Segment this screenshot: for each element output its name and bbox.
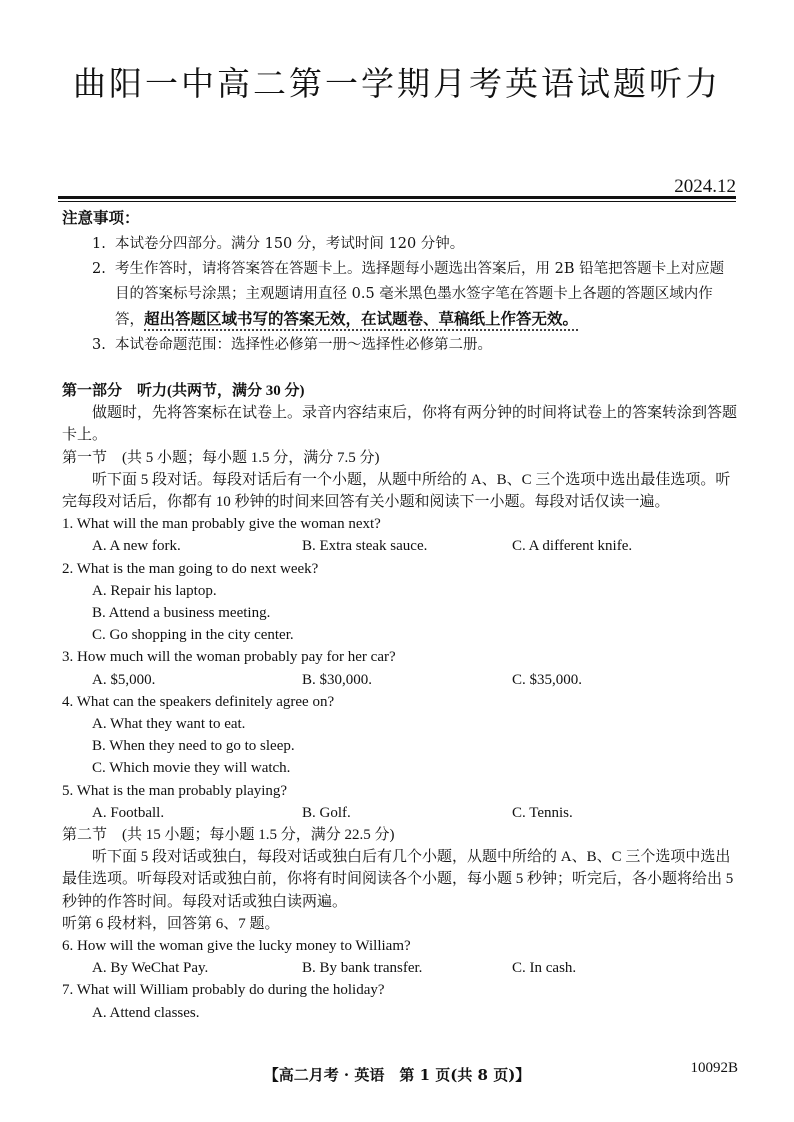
notice-text: 本试卷分四部分。满分 150 分，考试时间 120 分钟。 <box>115 236 465 252</box>
notice-num: 1. <box>92 236 106 252</box>
notice-emphasis: 超出答题区域书写的答案无效，在试题卷、草稿纸上作答无效。 <box>144 310 579 328</box>
header-rule <box>58 196 736 202</box>
option-c: C. Go shopping in the city center. <box>92 627 294 644</box>
question-5-options <box>62 802 740 824</box>
option-c: C. $35,000. <box>512 671 583 688</box>
option-c: C. Which movie they will watch. <box>92 760 291 777</box>
option-b: B. Extra steak sauce. <box>302 538 428 555</box>
material-6-heading: 听第 6 段材料，回答第 6、7 题。 <box>62 915 280 932</box>
question-1-options <box>62 535 740 557</box>
question-3-options <box>62 669 740 691</box>
section1-heading: 第一节 (共 5 小题；每小题 1.5 分，满分 7.5 分) <box>62 449 380 466</box>
option-a: A. $5,000. <box>92 671 156 688</box>
question-1: 1. What will the man probably give the woman next? <box>62 516 381 533</box>
option-a: A. A new fork. <box>92 538 181 555</box>
question-7: 7. What will William probably do during the holiday? <box>62 982 385 999</box>
notice-text: 本试卷命题范围：选择性必修第一册～选择性必修第二册。 <box>115 337 492 353</box>
option-b: B. $30,000. <box>302 671 373 688</box>
notice-item-2 <box>62 257 738 333</box>
paper-code: 10092B <box>690 1060 738 1076</box>
option-a: A. Repair his laptop. <box>92 582 217 599</box>
option-b: B. By bank transfer. <box>302 960 423 977</box>
notice-num: 2. <box>92 261 106 277</box>
section2-heading: 第二节 (共 15 小题；每小题 1.5 分，满分 22.5 分) <box>62 827 395 844</box>
page-title: 曲阳一中高二第一学期月考英语试题听力 <box>73 64 721 103</box>
option-a: A. What they want to eat. <box>92 716 246 733</box>
notice-block <box>62 206 738 358</box>
exam-date: 2024.12 <box>674 176 736 197</box>
option-c: C. A different knife. <box>512 538 633 555</box>
option-c: C. In cash. <box>512 960 577 977</box>
option-a: A. Attend classes. <box>92 1004 200 1021</box>
question-2: 2. What is the man going to do next week? <box>62 560 319 577</box>
option-a: A. Football. <box>92 804 165 821</box>
section2-instructions: 听下面 5 段对话或独白，每段对话或独白后有几个小题，从题中所给的 A、B、C 三个选项中选出最佳选项。听每段对话或独白前，你将有时间阅读各个小题，每小题 5 秒钟；听完后，各小题将给出 5 秒钟的作答时间。每段对话或独白读两遍。 <box>62 849 734 910</box>
part1-heading: 第一部分 听力(共两节，满分 30 分) <box>62 383 305 399</box>
notice-num: 3. <box>92 337 106 353</box>
question-6: 6. How will the woman give the lucky money to William? <box>62 938 411 955</box>
notice-heading: 注意事项： <box>62 208 140 227</box>
option-b: B. When they need to go to sleep. <box>92 738 295 755</box>
option-b: B. Golf. <box>302 804 351 821</box>
section1-instructions: 听下面 5 段对话。每段对话后有一个小题，从题中所给的 A、B、C 三个选项中选出最佳选项。听完每段对话后，你都有 10 秒钟的时间来回答有关小题和阅读下一小题。每段对话仅读一遍。 <box>62 471 731 511</box>
question-4: 4. What can the speakers definitely agree on? <box>62 693 335 710</box>
question-3: 3. How much will the woman probably pay for her car? <box>62 649 396 666</box>
question-6-options <box>62 957 740 979</box>
page-footer: 【高二月考 · 英语 第 1 页(共 8 页)】 <box>263 1066 531 1084</box>
part1-intro: 做题时，先将答案标在试卷上。录音内容结束后，你将有两分钟的时间将试卷上的答案转涂到答题卡上。 <box>62 405 738 444</box>
notice-item-1 <box>62 232 738 257</box>
notice-text: 考生作答时，请将答案答在答题卡上。选择题每小题选出答案后，用 2B 铅笔把答题卡上对应题目的答案标号涂黑；主观题请用直径 0.5 毫米黑色墨水签字笔在答题卡上各题的答题区域内作答， <box>115 261 725 328</box>
question-5: 5. What is the man probably playing? <box>62 782 288 799</box>
option-c: C. Tennis. <box>512 804 573 821</box>
notice-item-3 <box>62 333 738 358</box>
option-a: A. By WeChat Pay. <box>92 960 209 977</box>
listening-part <box>62 380 740 1024</box>
option-b: B. Attend a business meeting. <box>92 605 271 622</box>
